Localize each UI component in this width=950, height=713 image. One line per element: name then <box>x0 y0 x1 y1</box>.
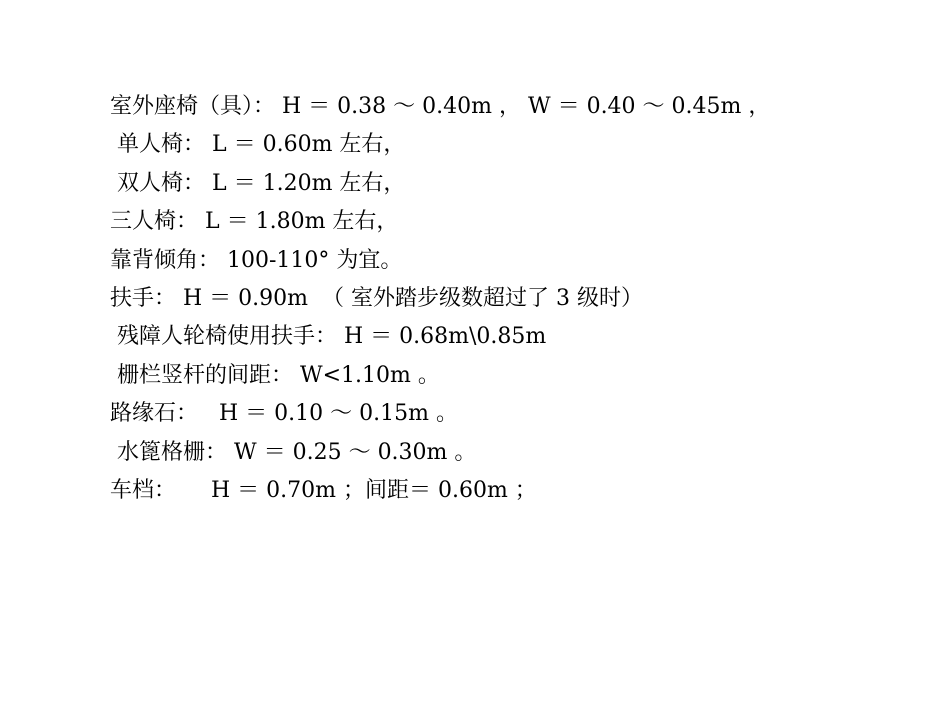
text-line-backrest-angle: 靠背倾角： 100-110° 为宜。 <box>110 247 403 273</box>
text-line-drain-grate: 水篦格栅： W ＝ 0.25 ～ 0.30m 。 <box>117 439 477 465</box>
text-line-bollard: 车档： H ＝ 0.70m ；间距＝ 0.60m ； <box>110 477 537 503</box>
text-line-double-seat: 双人椅： L ＝ 1.20m 左右， <box>117 170 406 196</box>
text-line-curbstone: 路缘石： H ＝ 0.10 ～ 0.15m 。 <box>110 401 458 427</box>
text-line-handrail: 扶手： H ＝ 0.90m （ 室外踏步级数超过了 3 级时） <box>110 285 643 311</box>
text-line-outdoor-seat: 室外座椅（具）： H ＝ 0.38 ～ 0.40m ， W ＝ 0.40 ～ 0.45m ， <box>110 94 771 119</box>
text-body <box>110 88 930 510</box>
text-line-single-seat: 单人椅： L ＝ 0.60m 左右， <box>117 132 406 158</box>
text-line-triple-seat: 三人椅： L ＝ 1.80m 左右， <box>110 209 399 235</box>
text-line-wheelchair-handrail: 残障人轮椅使用扶手： H ＝ 0.68m\0.85m <box>117 324 547 350</box>
text-line-fence-spacing: 栅栏竖杆的间距： W<1.10m 。 <box>117 362 440 388</box>
